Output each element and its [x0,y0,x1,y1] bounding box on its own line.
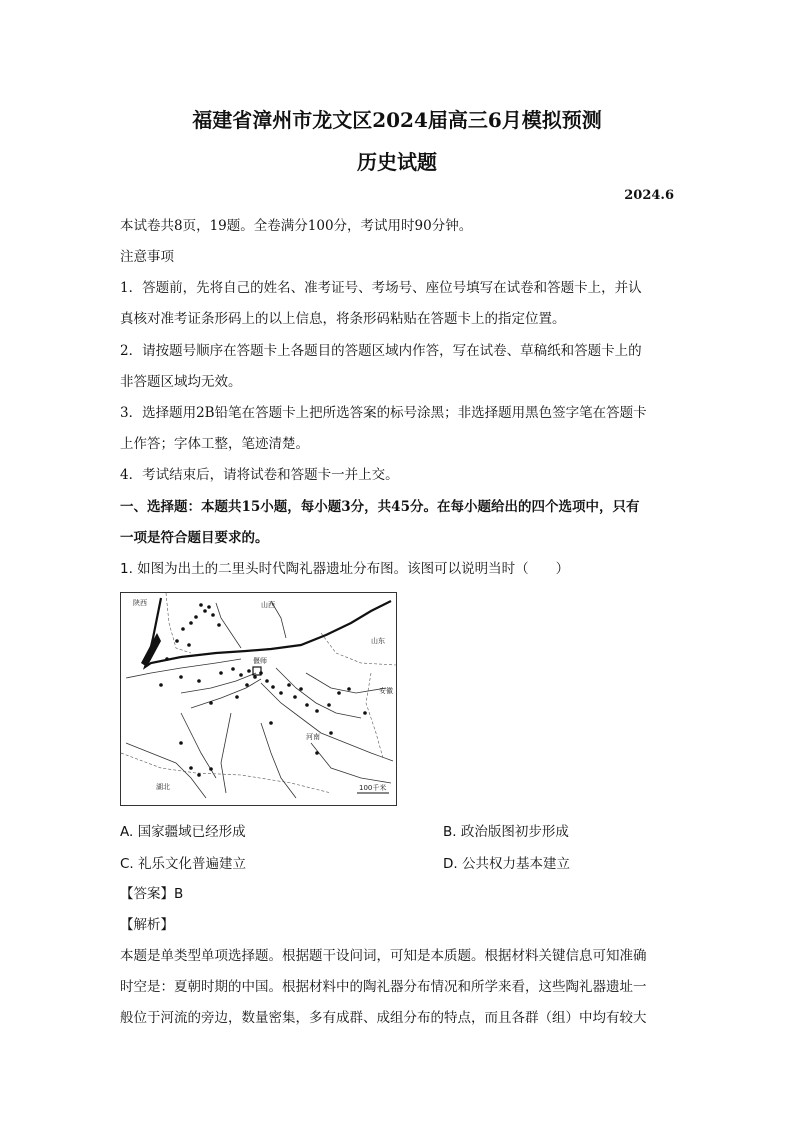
site-dot [279,691,283,695]
label-shaanxi: 陕西 [133,599,147,607]
site-dot [175,639,179,643]
site-dot [235,695,239,699]
exam-summary: 本试卷共8页，19题。全卷满分100分，考试用时90分钟。 [120,218,473,234]
site-dot [203,609,207,613]
site-dot [159,683,163,687]
site-dot [329,731,333,735]
site-dot [315,709,319,713]
site-dot [265,679,269,683]
label-erlitou: 偃师 [253,657,267,665]
site-dot [245,683,249,687]
map-figure [121,593,396,805]
site-dot [189,766,193,770]
site-dot [271,685,275,689]
label-henan: 河南 [306,733,320,741]
site-dot [219,671,223,675]
site-dot [217,623,221,627]
river [261,723,296,798]
site-dot [269,721,273,725]
site-dot [305,703,309,707]
site-dot [211,613,215,617]
site-dot [187,643,191,647]
answer: 【答案】B [120,886,184,902]
site-dot [181,627,185,631]
site-dot [165,657,169,661]
section-heading: 一项是符合题目要求的。 [120,530,269,546]
site-dot [347,687,351,691]
river [306,673,386,693]
site-dot [253,675,257,679]
river [181,673,256,693]
notice-title: 注意事项 [120,249,174,265]
site-dot [189,621,193,625]
site-dot [299,687,303,691]
site-dot [207,605,211,609]
label-scale: 100千米 [359,784,387,792]
province-border [121,753,331,793]
river [191,679,261,708]
label-hubei: 湖北 [156,783,170,791]
province-border [366,673,383,758]
notice-item: 真核对准考证条形码上的以上信息，将条形码粘贴在答题卡上的指定位置。 [120,311,566,327]
river [311,743,391,783]
section-heading: 一、选择题：本题共15小题，每小题3分，共45分。在每小题给出的四个选项中，只有 [120,499,640,515]
option-c: C. 礼乐文化普遍建立 [120,856,247,872]
province-border [166,593,191,653]
site-dot [363,711,367,715]
site-dot [293,695,297,699]
label-shandong: 山东 [371,637,385,645]
site-dot [231,667,235,671]
option-d: D. 公共权力基本建立 [443,856,570,872]
site-dot [247,669,251,673]
site-dot [194,615,198,619]
notice-item: 非答题区域均无效。 [120,374,242,390]
river [221,713,231,793]
site-dot [327,703,331,707]
site-dot [197,679,201,683]
analysis-title: 【解析】 [120,917,174,933]
option-b: B. 政治版图初步形成 [443,824,569,840]
option-a: A. 国家疆域已经形成 [120,824,246,840]
analysis-line: 般位于河流的旁边，数量密集，多有成群、成组分布的特点，而且各群（组）中均有较大 [120,1010,647,1026]
site-dot [197,773,201,777]
label-shanxi: 山西 [261,601,275,609]
question-stem: 1. 如图为出土的二里头时代陶礼器遗址分布图。该图可以说明当时（ ） [120,561,570,577]
notice-item: 3．选择题用2B铅笔在答题卡上把所选答案的标号涂黑；非选择题用黑色签字笔在答题卡 [120,405,647,421]
analysis-line: 本题是单类型单项选择题。根据题干设问词，可知是本质题。根据材料关键信息可知准确 [120,948,647,964]
site-dot [239,673,243,677]
site-dot [179,741,183,745]
label-anhui: 安徽 [379,687,393,695]
notice-item: 4．考试结束后，请将试卷和答题卡一并上交。 [120,467,399,483]
exam-date: 2024.6 [624,188,674,203]
analysis-line: 时空是：夏朝时期的中国。根据材料中的陶礼器分布情况和所学来看，这些陶礼器遗址一 [120,979,647,995]
notice-item: 1．答题前，先将自己的姓名、准考证号、考场号、座位号填写在试卷和答题卡上，并认 [120,280,642,296]
site-dot [179,675,183,679]
site-distribution-map [120,592,397,806]
site-dot [199,603,203,607]
site-dot [209,701,213,705]
site-dot [315,751,319,755]
notice-item: 2．请按题号顺序在答题卡上各题目的答题区域内作答，写在试卷、草稿纸和答题卡上的 [120,343,642,359]
site-dot [209,767,213,771]
site-dot [287,683,291,687]
page-title: 福建省漳州市龙文区2024届高三6月模拟预测 [192,108,602,132]
notice-item: 上作答；字体工整，笔迹清楚。 [120,436,309,452]
site-dot [337,691,341,695]
page-subtitle: 历史试题 [357,150,437,174]
